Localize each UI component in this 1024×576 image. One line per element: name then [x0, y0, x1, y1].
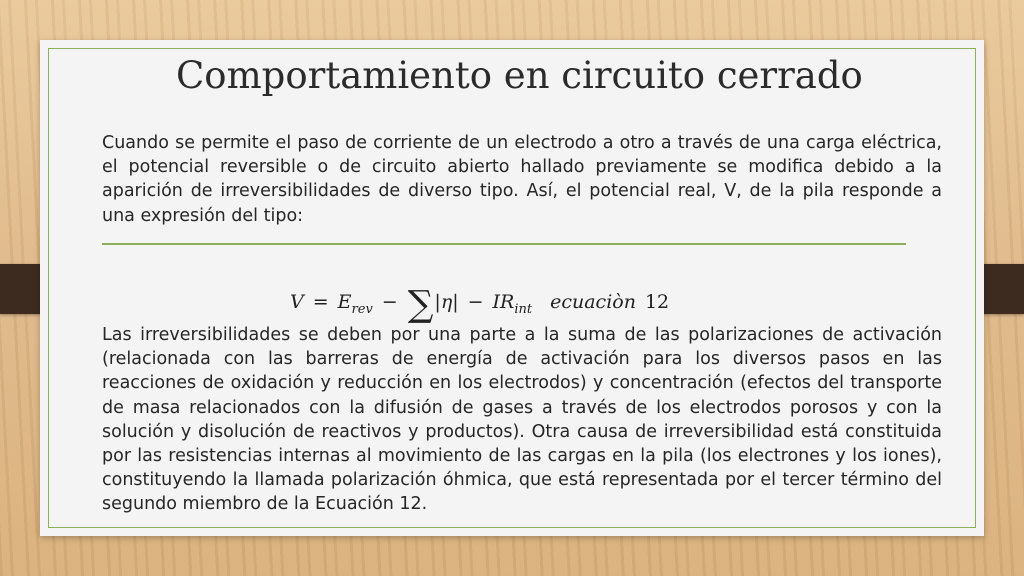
equation-e-symbol: E	[337, 291, 352, 313]
slide-title: Comportamiento en circuito cerrado	[176, 54, 863, 97]
equation-eta-term: |η|	[434, 291, 459, 313]
equation-minus-2: −	[467, 291, 484, 313]
text-underline-accent	[102, 243, 906, 245]
equation-sum-symbol: ∑	[407, 284, 434, 325]
equation-minus-1: −	[381, 291, 398, 313]
equation-equals: =	[312, 291, 329, 313]
equation-e-subscript: rev	[351, 302, 373, 317]
equation-lhs: V	[290, 291, 304, 313]
equation-label-number: 12	[644, 291, 670, 313]
potential-equation	[290, 278, 669, 326]
equation-ir-subscript: int	[514, 302, 533, 317]
irreversibility-paragraph: Las irreversibilidades se deben por una parte a la suma de las polarizaciones de activación (relacionada con las barreras de energía de activación para los diversos pasos en las reacciones de oxidación y reducción en los electrodos) y concentración (efectos del transporte de masa relacionados con la difusión de gases a través de los electrodos porosos y con la solución y disolución de reactivos y productos). Otra causa de irreversibilidad está constituida por las resistencias internas al movimiento de las cargas en la pila (los electrones y los iones), constituyendo la llamada polarización óhmica, que está representada por el tercer término del segundo miembro de la Ecuación 12.	[102, 325, 942, 515]
slide-card	[40, 40, 984, 536]
equation-label-word: ecuaciòn	[550, 291, 636, 313]
equation-ir-symbol: IR	[492, 291, 515, 313]
intro-paragraph: Cuando se permite el paso de corriente de un electrodo a otro a través de una carga eléctrica, el potencial reversible o de circuito abierto hallado previamente se modifica debido a la aparición de irreversibilidades de diverso tipo. Así, el potencial real, V, de la pila responde a una expresión del tipo:	[102, 133, 942, 226]
